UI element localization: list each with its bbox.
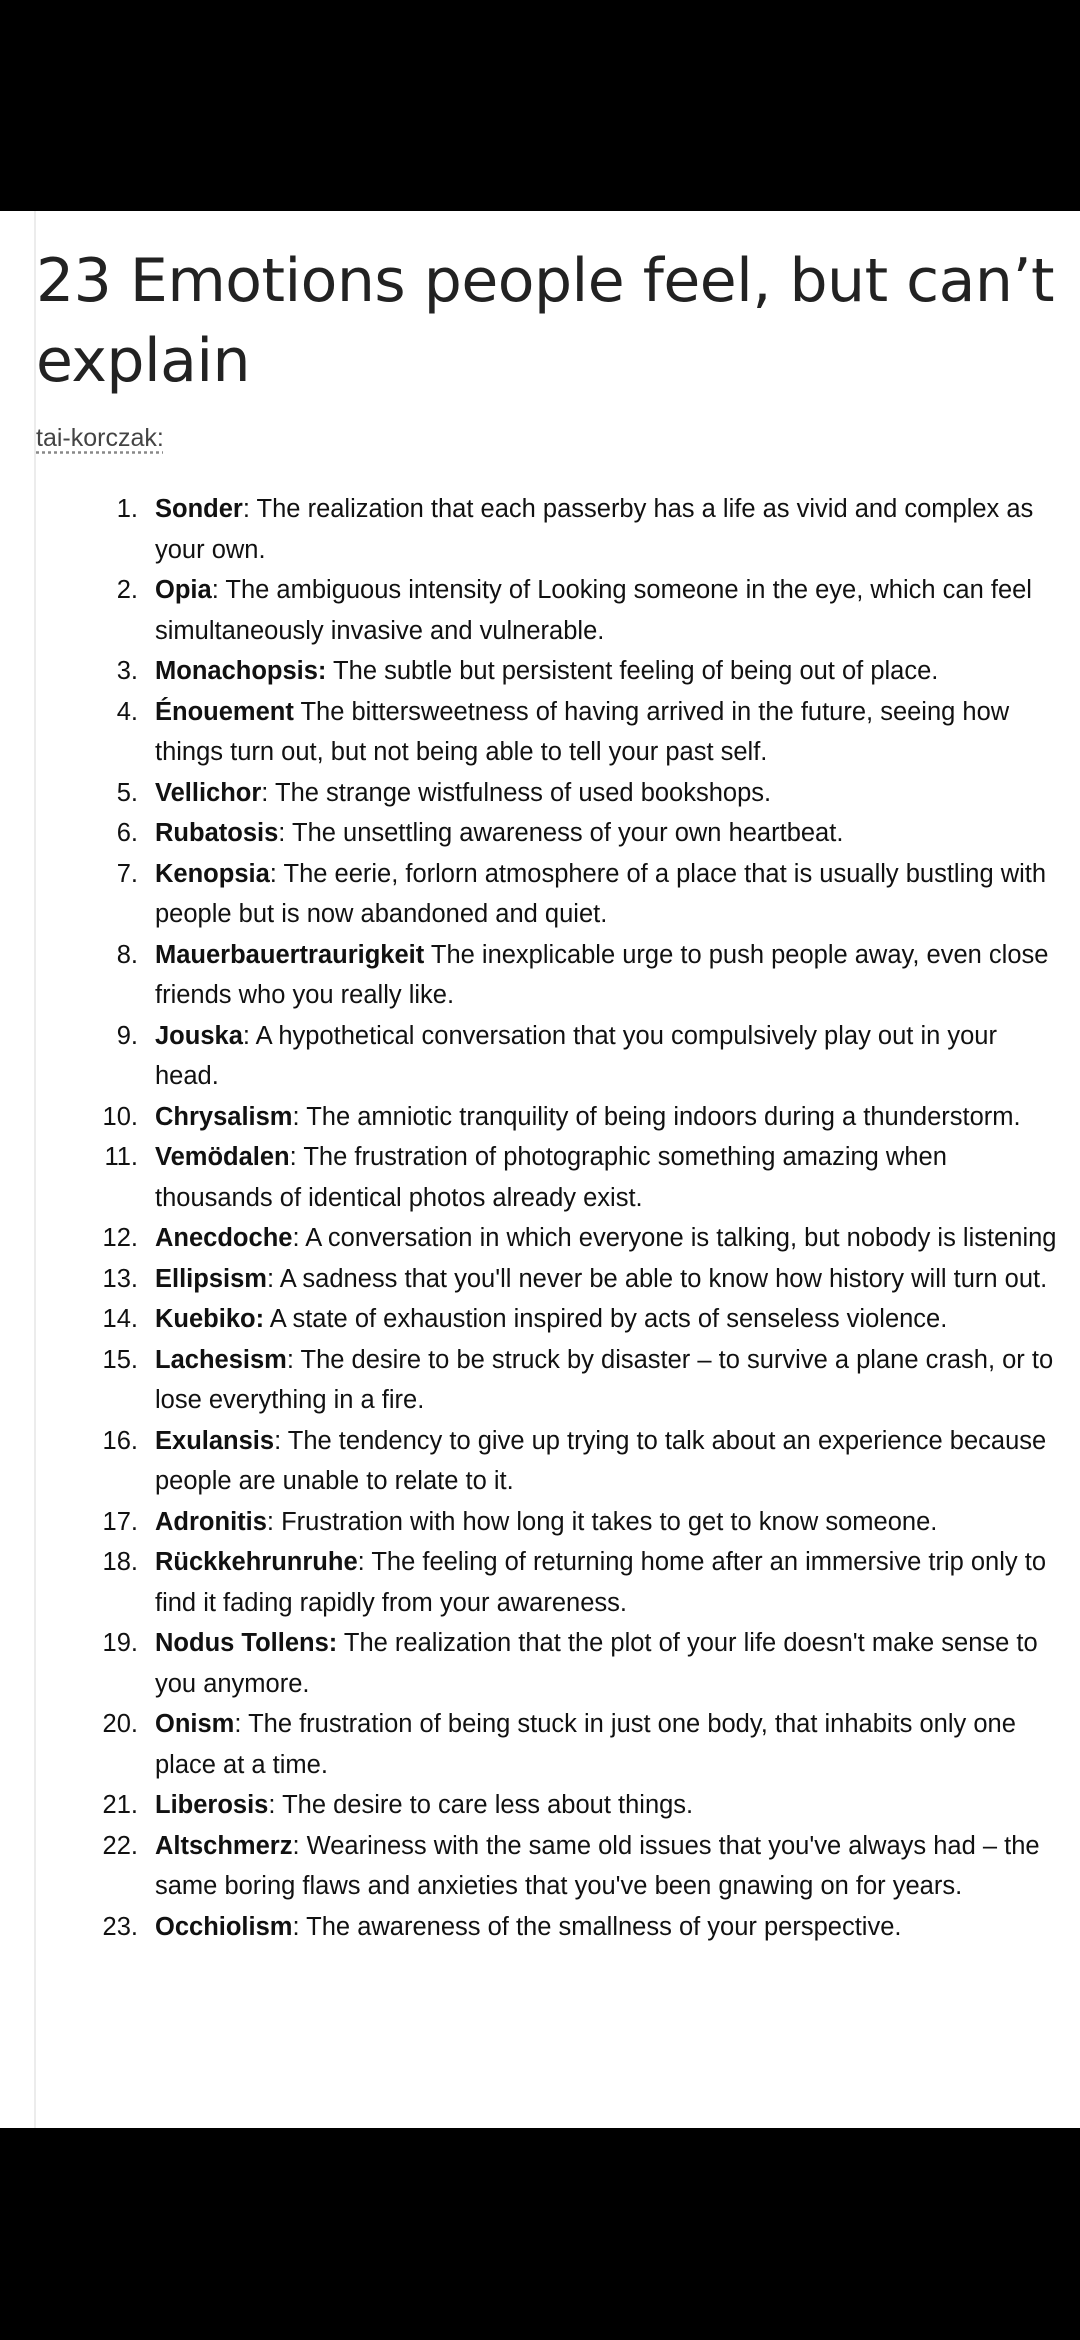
post-card [0, 211, 1080, 2128]
list-item [0, 1016, 1080, 1097]
post-title: 23 Emotions people feel, but can’t explain [36, 246, 1055, 396]
item-term: Adronitis [155, 1507, 267, 1536]
item-term: Chrysalism [155, 1102, 293, 1131]
item-number: 18. [102, 1548, 138, 1576]
list-item [0, 1340, 1080, 1421]
item-term: Ellipsism [155, 1264, 267, 1293]
item-number: 20. [102, 1710, 138, 1738]
item-term: Mauerbauertraurigkeit [155, 940, 425, 969]
list-item [0, 1137, 1080, 1218]
item-definition: : The realization that each passerby has a life as vivid and complex as your own. [155, 495, 1034, 564]
item-number: 19. [102, 1629, 138, 1657]
item-definition: : A hypothetical conversation that you compulsively play out in your head. [155, 1021, 997, 1090]
item-term: Rubatosis [155, 819, 279, 847]
author-link[interactable]: tai-korczak: [36, 424, 164, 452]
emotions-list [0, 489, 1080, 1947]
item-term: Nodus Tollens: [155, 1629, 338, 1657]
item-definition: : The desire to be struck by disaster – to survive a plane crash, or to lose everything in a fire. [155, 1345, 1054, 1414]
item-definition: : The frustration of photographic something amazing when thousands of identical photos already exist. [155, 1143, 947, 1212]
item-term: Anecdoche [155, 1224, 293, 1252]
list-item [0, 935, 1080, 1016]
list-item [0, 1542, 1080, 1623]
item-definition: The inexplicable urge to push people away, even close friends who you really like. [155, 940, 1049, 1009]
list-item [0, 773, 1080, 814]
item-number: 2. [116, 576, 138, 604]
list-item [0, 1826, 1080, 1907]
item-definition: : The ambiguous intensity of Looking someone in the eye, which can feel simultaneously invasive and vulnerable. [155, 576, 1032, 645]
item-definition: : The awareness of the smallness of your perspective. [292, 1912, 902, 1941]
item-term: Monachopsis: [155, 657, 327, 685]
item-definition: A state of exhaustion inspired by acts of senseless violence. [264, 1305, 948, 1333]
item-number: 6. [116, 819, 138, 847]
item-definition: : Weariness with the same old issues that you've always had – the same boring flaws and anxieties that you've been gnawing on for years. [155, 1831, 1040, 1900]
list-item [0, 1299, 1080, 1340]
list-item [0, 1907, 1080, 1948]
item-number: 14. [102, 1305, 138, 1333]
list-item [0, 1097, 1080, 1138]
item-term: Occhiolism [155, 1912, 293, 1941]
list-item [0, 1218, 1080, 1259]
item-number: 7. [116, 859, 138, 888]
item-term: Énouement [155, 697, 294, 726]
item-term: Kuebiko: [155, 1305, 265, 1333]
list-item [0, 1502, 1080, 1543]
item-number: 22. [102, 1831, 138, 1860]
item-definition: : A conversation in which everyone is talking, but nobody is listening [292, 1224, 1057, 1252]
item-number: 9. [116, 1021, 138, 1050]
item-term: Lachesism [155, 1345, 287, 1374]
list-item [0, 570, 1080, 651]
item-number: 21. [102, 1791, 138, 1819]
item-term: Rückkehrunruhe [155, 1548, 358, 1576]
item-term: Altschmerz [155, 1831, 293, 1860]
item-definition: The realization that the plot of your life doesn't make sense to you anymore. [155, 1629, 1038, 1698]
item-term: Kenopsia [155, 859, 270, 888]
item-number: 5. [116, 778, 138, 807]
list-item [0, 813, 1080, 854]
item-definition: : The desire to care less about things. [268, 1791, 694, 1819]
item-definition: The subtle but persistent feeling of being out of place. [326, 657, 939, 685]
list-item [0, 1259, 1080, 1300]
item-number: 17. [102, 1507, 138, 1536]
item-term: Opia [155, 576, 212, 604]
item-definition: : The feeling of returning home after an immersive trip only to find it fading rapidly from your awareness. [155, 1548, 1047, 1617]
list-item [0, 651, 1080, 692]
item-term: Sonder [155, 495, 243, 523]
item-number: 11. [104, 1143, 138, 1171]
item-definition: : The eerie, forlorn atmosphere of a place that is usually bustling with people but is now abandoned and quiet. [155, 859, 1047, 928]
list-item [0, 854, 1080, 935]
item-number: 10. [102, 1102, 138, 1131]
item-number: 15. [102, 1345, 138, 1374]
list-item [0, 692, 1080, 773]
item-number: 13. [102, 1264, 138, 1293]
item-term: Exulansis [155, 1426, 275, 1455]
item-definition: : A sadness that you'll never be able to know how history will turn out. [266, 1264, 1048, 1293]
item-term: Vemödalen [155, 1143, 290, 1171]
list-item [0, 1421, 1080, 1502]
item-term: Liberosis [155, 1791, 269, 1819]
item-definition: : The tendency to give up trying to talk about an experience because people are unable to relate to it. [155, 1426, 1047, 1495]
list-item [0, 1623, 1080, 1704]
item-term: Onism [155, 1710, 235, 1738]
item-number: 16. [102, 1426, 138, 1455]
item-number: 4. [116, 697, 138, 726]
list-item [0, 489, 1080, 570]
list-item [0, 1704, 1080, 1785]
list-item [0, 1785, 1080, 1826]
item-definition: : The unsettling awareness of your own heartbeat. [278, 819, 844, 847]
item-definition: The bittersweetness of having arrived in the future, seeing how things turn out, but not being able to tell your past self. [155, 697, 1010, 766]
item-term: Vellichor [155, 778, 262, 807]
item-number: 23. [102, 1912, 138, 1941]
item-number: 12. [102, 1224, 138, 1252]
item-definition: : The amniotic tranquility of being indoors during a thunderstorm. [292, 1102, 1021, 1131]
item-definition: : The strange wistfulness of used bookshops. [261, 778, 772, 807]
item-number: 1. [116, 495, 138, 523]
item-number: 3. [116, 657, 138, 685]
item-number: 8. [116, 940, 138, 969]
item-definition: : Frustration with how long it takes to get to know someone. [266, 1507, 938, 1536]
item-definition: : The frustration of being stuck in just one body, that inhabits only one place at a time. [155, 1710, 1016, 1779]
item-term: Jouska [155, 1021, 243, 1050]
